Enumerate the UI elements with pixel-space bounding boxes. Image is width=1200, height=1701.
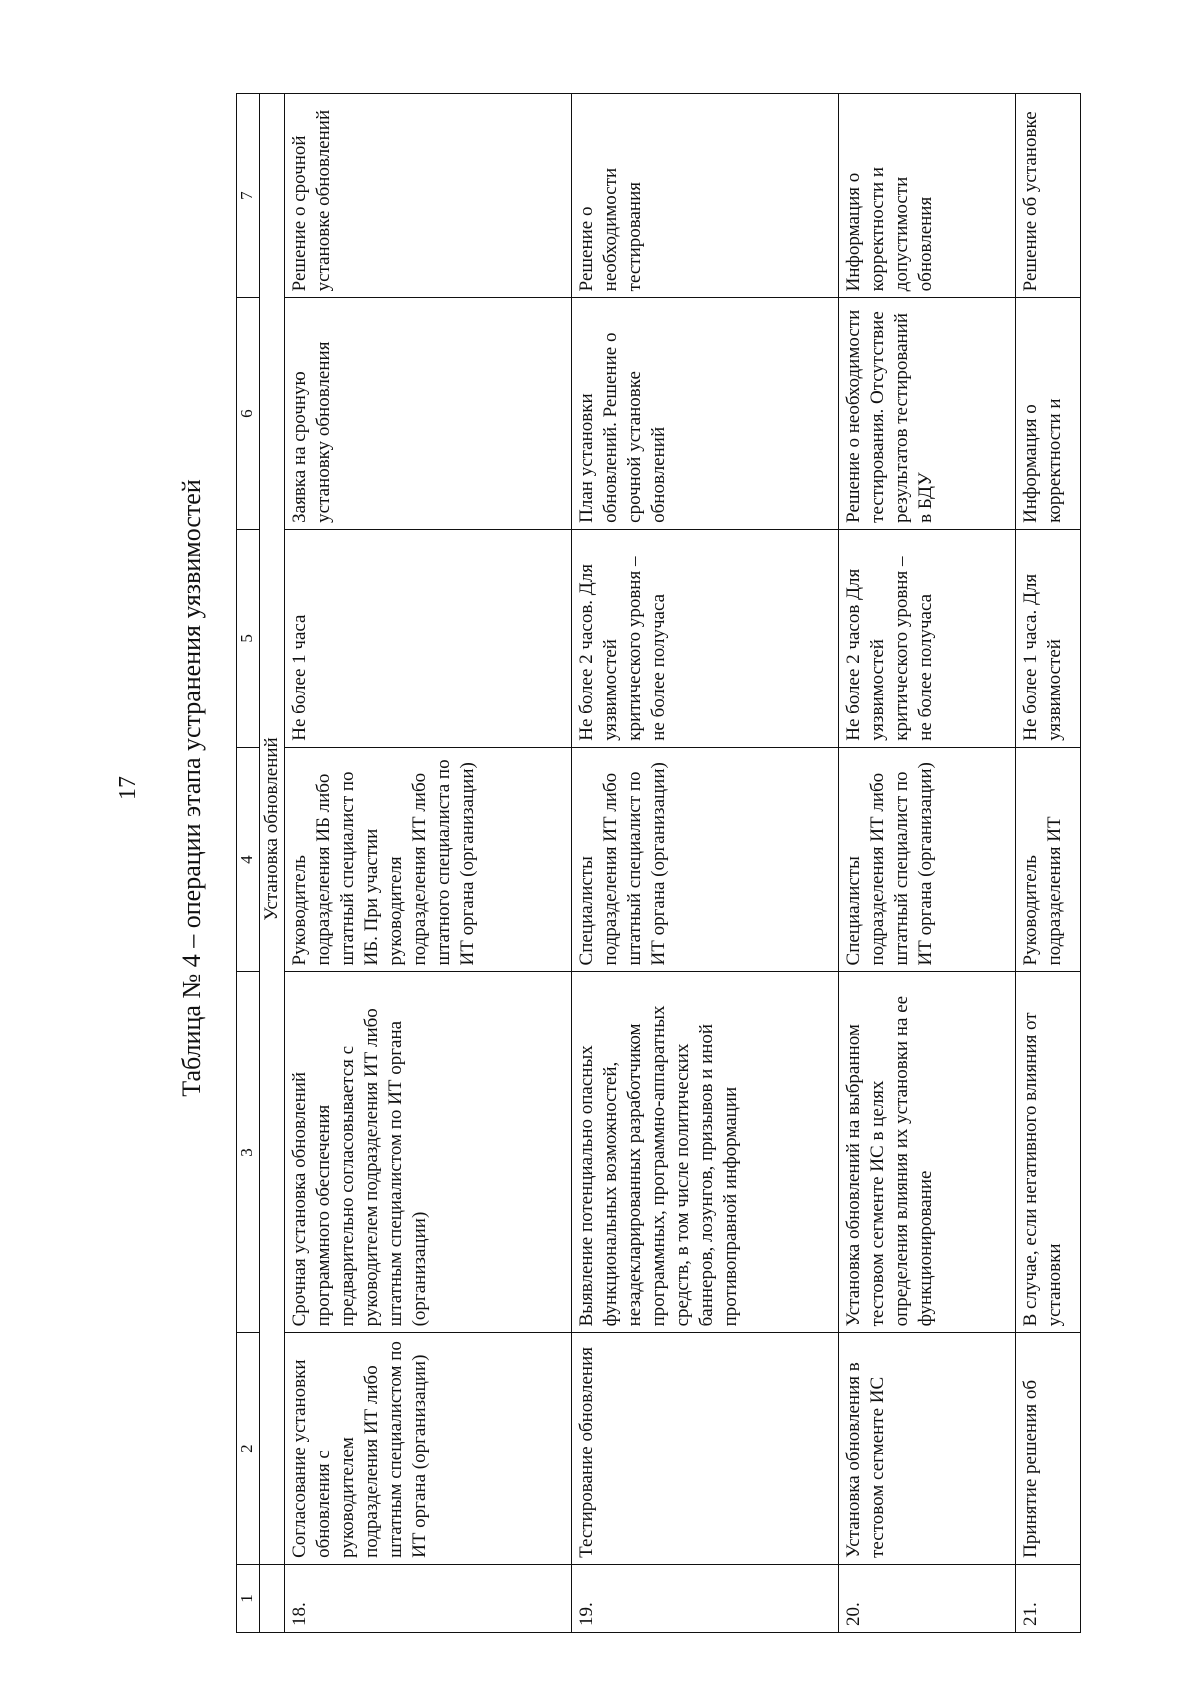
table-row xyxy=(1016,94,1081,1633)
table-row xyxy=(572,94,839,1633)
vulnerability-operations-table xyxy=(236,93,1064,1633)
row-number: 19. xyxy=(572,1564,839,1632)
input-data: Решение о необходимости тестирования. Отсутствие результатов тестирований в БДУ xyxy=(839,298,1016,530)
output-data: Информация о корректности и допустимости обновления xyxy=(839,94,1016,298)
operation-name: Принятие решения об xyxy=(1016,1333,1081,1565)
table xyxy=(236,93,1081,1633)
operation-name: Согласование установки обновления с руководителем подразделения ИТ либо штатным специалистом по ИТ органа (организации) xyxy=(285,1333,572,1565)
deadline: Не более 1 часа. Для уязвимостей xyxy=(1016,529,1081,747)
header-col-4: 4 xyxy=(237,747,260,972)
output-data: Решение о необходимости тестирования xyxy=(572,94,839,298)
table-title: Таблица № 4 – операции этапа устранения уязвимостей xyxy=(177,479,206,1097)
operation-name: Установка обновления в тестовом сегменте ИС xyxy=(839,1333,1016,1565)
header-col-3: 3 xyxy=(237,972,260,1333)
responsible: Специалисты подразделения ИТ либо штатный специалист по ИТ органа (организации) xyxy=(839,747,1016,972)
row-number: 20. xyxy=(839,1564,1016,1632)
row-number: 18. xyxy=(285,1564,572,1632)
input-data: План установки обновлений. Решение о срочной установке обновлений xyxy=(572,298,839,530)
section-title: Установка обновлений xyxy=(260,94,285,1565)
table-row xyxy=(839,94,1016,1633)
row-number: 21. xyxy=(1016,1564,1081,1632)
header-col-5: 5 xyxy=(237,529,260,747)
responsible: Руководитель подразделения ИБ либо штатный специалист по ИБ. При участии руководителя подразделения ИТ либо штатного специалиста по ИТ органа (организации) xyxy=(285,747,572,972)
output-data: Решение об установке xyxy=(1016,94,1081,298)
operation-content: В случае, если негативного влияния от установки xyxy=(1016,972,1081,1333)
header-col-6: 6 xyxy=(237,298,260,530)
responsible: Специалисты подразделения ИТ либо штатный специалист по ИТ органа (организации) xyxy=(572,747,839,972)
operation-content: Выявление потенциально опасных функциональных возможностей, незадекларированных разработчиком программных, программно-аппаратных средств, в том числе политических баннеров, лозунгов, призывов и иной противоправной информации xyxy=(572,972,839,1333)
input-data: Информация о корректности и xyxy=(1016,298,1081,530)
section-row xyxy=(260,94,285,1633)
section-empty-cell xyxy=(260,1564,285,1632)
header-col-2: 2 xyxy=(237,1333,260,1565)
page-number: 17 xyxy=(115,776,141,800)
deadline: Не более 2 часов Для уязвимостей критического уровня – не более получаса xyxy=(839,529,1016,747)
operation-content: Установка обновлений на выбранном тестовом сегменте ИС в целях определения влияния их установки на ее функционирование xyxy=(839,972,1016,1333)
deadline: Не более 2 часов. Для уязвимостей критического уровня – не более получаса xyxy=(572,529,839,747)
header-row xyxy=(237,94,260,1633)
operation-content: Срочная установка обновлений программного обеспечения предварительно согласовывается с руководителем подразделения ИТ либо штатным специалистом по ИТ органа (организации) xyxy=(285,972,572,1333)
deadline: Не более 1 часа xyxy=(285,529,572,747)
header-col-7: 7 xyxy=(237,94,260,298)
header-col-1: 1 xyxy=(237,1564,260,1632)
input-data: Заявка на срочную установку обновления xyxy=(285,298,572,530)
responsible: Руководитель подразделения ИТ xyxy=(1016,747,1081,972)
table-row xyxy=(285,94,572,1633)
output-data: Решение о срочной установке обновлений xyxy=(285,94,572,298)
operation-name: Тестирование обновления xyxy=(572,1333,839,1565)
